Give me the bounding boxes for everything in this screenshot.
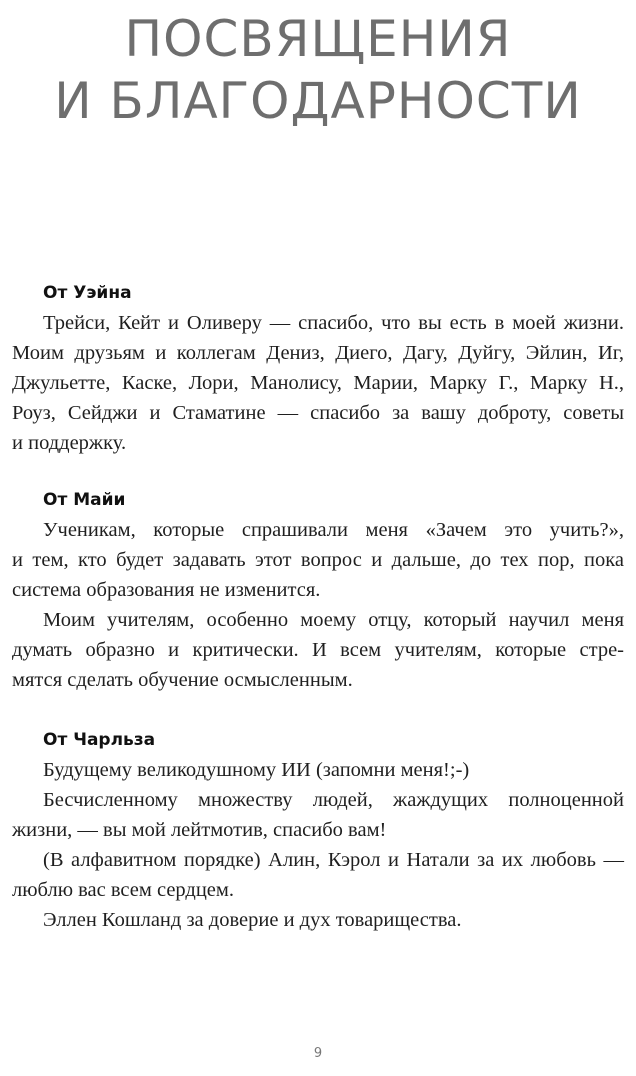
section-maya	[12, 485, 624, 695]
title-line-1: ПОСВЯЩЕНИЯ	[124, 10, 512, 68]
paragraph-line: Моим учителям, особенно моему отцу, который научил меня	[43, 609, 624, 631]
paragraph-line: (В алфавитном порядке) Алин, Кэрол и Натали за их любовь —	[43, 849, 624, 871]
paragraph-line: Ученикам, которые спрашивали меня «Зачем это учить?»,	[43, 519, 624, 541]
paragraph-line: Эллен Кошланд за доверие и дух товарищества.	[43, 909, 462, 931]
section-heading: От Майи	[43, 490, 126, 510]
paragraph-line: Будущему великодушному ИИ (запомни меня!;-)	[43, 759, 470, 781]
section-wayne	[12, 278, 624, 458]
paragraph-line: люблю вас всем сердцем.	[12, 879, 234, 901]
page-number: 9	[313, 1046, 323, 1061]
paragraph-line: система образования не изменится.	[12, 579, 321, 601]
paragraph-line: Роуз, Сейджи и Стаматине — спасибо за вашу доброту, советы	[12, 402, 624, 424]
paragraph-line: мятся сделать обучение осмысленным.	[12, 669, 353, 691]
paragraph-line: Моим друзьям и коллегам Дениз, Диего, Дагу, Дуйгу, Эйлин, Иг,	[12, 342, 624, 364]
paragraph-line: думать образно и критически. И всем учителям, которые стре-	[12, 639, 624, 661]
section-heading: От Уэйна	[43, 283, 132, 303]
section-charles	[12, 725, 624, 935]
page-title	[0, 8, 636, 132]
title-line-2: И БЛАГОДАРНОСТИ	[54, 72, 582, 130]
paragraph-line: и тем, кто будет задавать этот вопрос и дальше, до тех пор, пока	[12, 549, 624, 571]
paragraph-line: жизни, — вы мой лейтмотив, спасибо вам!	[12, 819, 387, 841]
section-heading: От Чарльза	[43, 730, 156, 750]
paragraph-line: и поддержку.	[12, 432, 127, 454]
paragraph-line: Бесчисленному множеству людей, жаждущих полноценной	[43, 789, 624, 811]
paragraph-line: Трейси, Кейт и Оливеру — спасибо, что вы есть в моей жизни.	[43, 312, 624, 334]
paragraph-line: Джульетте, Каске, Лори, Манолису, Марии, Марку Г., Марку Н.,	[12, 372, 624, 394]
